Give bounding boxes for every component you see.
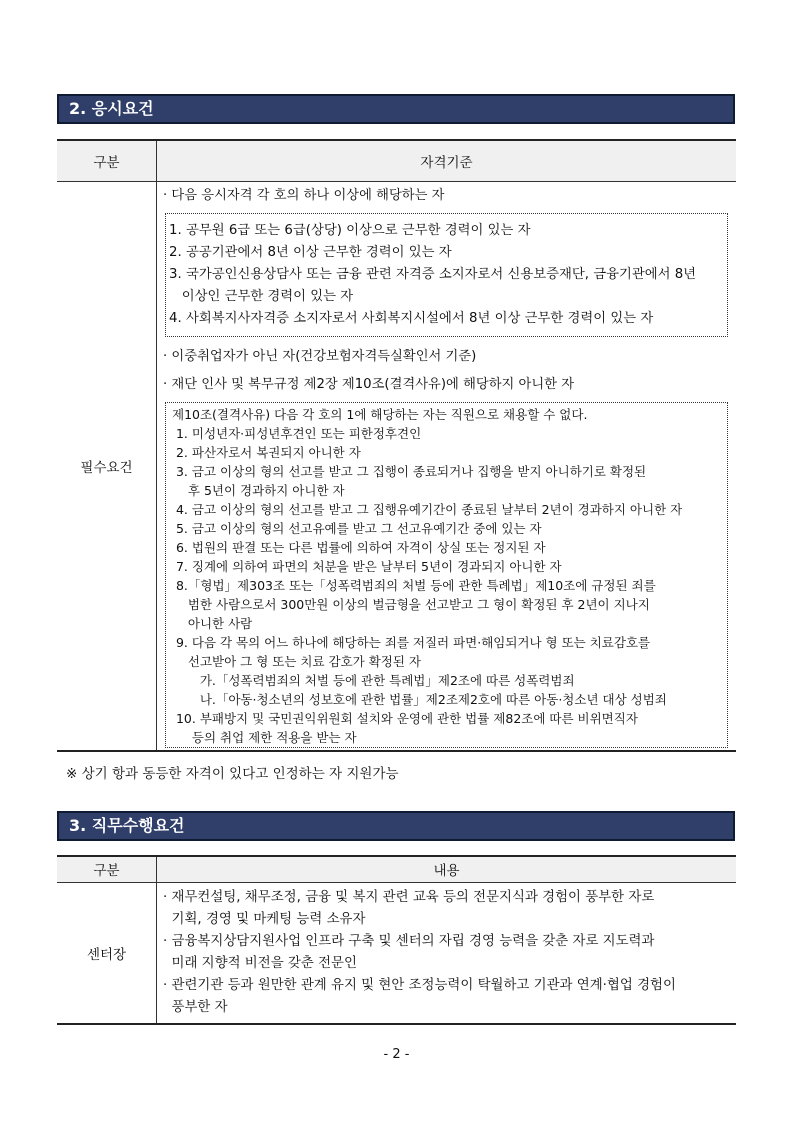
disqualification-item: 범한 사람으로서 300만원 이상의 벌금형을 선고받고 그 형이 확정된 후 2년이 지나지 xyxy=(172,596,650,612)
disqualification-item: 5. 금고 이상의 형의 선고유예를 받고 그 선고유예기간 중에 있는 자 xyxy=(172,520,542,536)
disqualification-item: 등의 취업 제한 적용을 받는 자 xyxy=(172,729,357,745)
note-text: ※ 상기 항과 동등한 자격이 있다고 인정하는 자 지원가능 xyxy=(66,766,399,782)
disqualification-item: 가.「성폭력범죄의 처벌 등에 관한 특례법」제2조에 따른 성폭력범죄 xyxy=(172,672,575,688)
duty-line: 미래 지향적 비전을 갖춘 전문인 xyxy=(163,955,357,971)
disqualification-item: 3. 금고 이상의 형의 선고를 받고 그 집행이 종료되거나 집행을 받지 아니하기로 확정된 xyxy=(172,463,647,479)
qualification-item: 3. 국가공인신용상담사 또는 금융 관련 자격증 소지자로서 신용보증재단, 금융기관에서 8년 xyxy=(169,266,697,282)
disqualification-item: 선고받아 그 형 또는 치료 감호가 확정된 자 xyxy=(172,653,421,669)
content-cell xyxy=(157,882,737,1024)
disqualification-item: 후 5년이 경과하지 아니한 자 xyxy=(172,482,345,498)
page-number: - 2 - xyxy=(383,1047,410,1062)
eligibility-table xyxy=(57,139,736,752)
qualification-item: 이상인 근무한 경력이 있는 자 xyxy=(169,288,354,304)
intro-line: · 다음 응시자격 각 호의 하나 이상에 해당하는 자 xyxy=(163,187,445,203)
disqualification-item: 4. 금고 이상의 형의 선고를 받고 그 집행유예기간이 종료된 날부터 2년이 경과하지 아니한 자 xyxy=(172,501,683,517)
qualification-item: 2. 공공기관에서 8년 이상 근무한 경력이 있는 자 xyxy=(169,244,452,260)
duty-line: · 금융복지상담지원사업 인프라 구축 및 센터의 자립 경영 능력을 갖춘 자로 지도력과 xyxy=(163,933,655,949)
duty-line: · 재무컨설팅, 채무조정, 금융 및 복지 관련 교육 등의 전문지식과 경험이 풍부한 자로 xyxy=(163,889,655,905)
qualification-box xyxy=(165,213,728,337)
column-header-content: 내용 xyxy=(157,856,737,882)
disqualification-item: 아니한 사람 xyxy=(172,615,253,631)
section-2-title: 2. 응시요건 xyxy=(57,94,735,124)
qualification-item: 1. 공무원 6급 또는 6급(상당) 이상으로 근무한 경력이 있는 자 xyxy=(169,222,531,238)
bullet-line: · 이중취업자가 아닌 자(건강보험자격득실확인서 기준) xyxy=(163,348,477,364)
column-header-criteria: 자격기준 xyxy=(157,140,737,181)
qualification-item: 4. 사회복지사자격증 소지자로서 사회복지시설에서 8년 이상 근무한 경력이 있는 자 xyxy=(169,310,654,326)
disqualification-item: 7. 징계에 의하여 파면의 처분을 받은 날부터 5년이 경과되지 아니한 자 xyxy=(172,558,562,574)
section-3-title: 3. 직무수행요건 xyxy=(57,811,735,841)
disqualification-item: 10. 부패방지 및 국민권익위원회 설치와 운영에 관한 법률 제82조에 따른 비위면직자 xyxy=(172,710,638,726)
bullet-line: · 재단 인사 및 복무규정 제2장 제10조(결격사유)에 해당하지 아니한 자 xyxy=(163,376,575,392)
disqualification-item: 9. 다음 각 목의 어느 하나에 해당하는 죄를 저질러 파면·해임되거나 형 또는 치료감호를 xyxy=(172,634,651,650)
duty-line: · 관련기관 등과 원만한 관계 유지 및 현안 조정능력이 탁월하고 기관과 연계·협업 경험이 xyxy=(163,977,676,993)
criteria-cell xyxy=(157,181,737,751)
duty-line: 기획, 경영 및 마케팅 능력 소유자 xyxy=(163,911,366,927)
disqualification-item: 1. 미성년자·피성년후견인 또는 피한정후견인 xyxy=(172,425,422,441)
disqualification-item: 8.「형법」제303조 또는「성폭력범죄의 처벌 등에 관한 특례법」제10조에 규정된 죄를 xyxy=(172,577,656,593)
column-header-category: 구분 xyxy=(57,140,157,181)
column-header-category: 구분 xyxy=(57,856,157,882)
category-director: 센터장 xyxy=(57,882,157,1024)
disqualification-item: 제10조(결격사유) 다음 각 호의 1에 해당하는 자는 직원으로 채용할 수 없다. xyxy=(172,406,588,422)
category-required: 필수요건 xyxy=(57,181,157,751)
disqualification-box xyxy=(165,402,728,748)
disqualification-item: 나.「아동·청소년의 성보호에 관한 법률」제2조제2호에 따른 아동·청소년 대상 성범죄 xyxy=(172,691,667,707)
duty-line: 풍부한 자 xyxy=(163,999,228,1015)
disqualification-item: 6. 법원의 판결 또는 다른 법률에 의하여 자격이 상실 또는 정지된 자 xyxy=(172,539,546,555)
disqualification-item: 2. 파산자로서 복권되지 아니한 자 xyxy=(172,444,361,460)
duty-table xyxy=(57,855,736,1025)
